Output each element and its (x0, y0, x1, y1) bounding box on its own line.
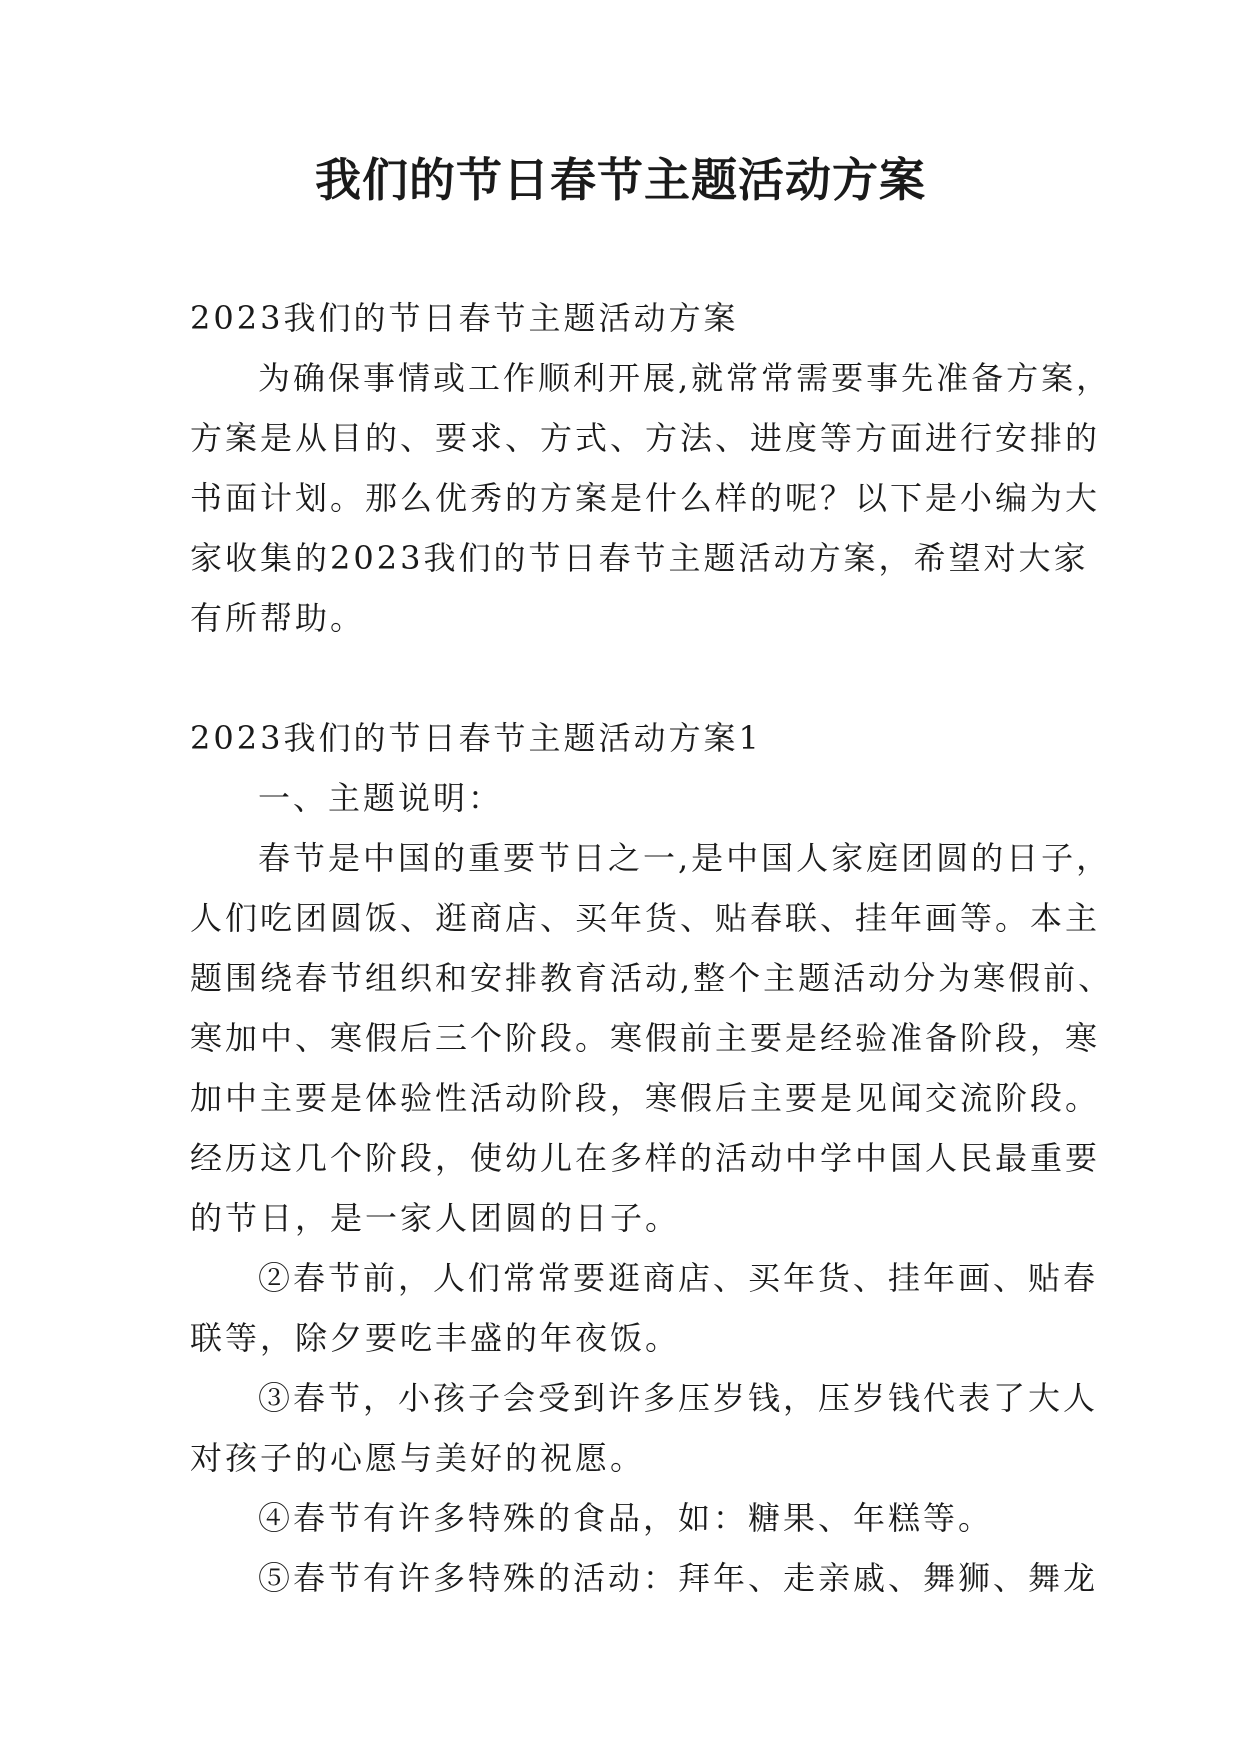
blank-spacer (190, 648, 1060, 708)
subheading-theme: 一、主题说明： (258, 779, 504, 817)
intro-paragraph-line: 为确保事情或工作顺利开展,就常常需要事先准备方案， (258, 359, 1112, 397)
intro-paragraph-line: 书面计划。那么优秀的方案是什么样的呢？以下是小编为大 (190, 479, 1101, 517)
item-3-line: 对孩子的心愿与美好的祝愿。 (190, 1439, 646, 1477)
paragraph-1-line: 题围绕春节组织和安排教育活动,整个主题活动分为寒假前、 (190, 959, 1114, 997)
paragraph-1-line: 的节日，是一家人团圆的日子。 (190, 1199, 681, 1237)
paragraph-1-line: 加中主要是体验性活动阶段，寒假后主要是见闻交流阶段。 (190, 1079, 1101, 1117)
section-heading: 2023我们的节日春节主题活动方案1 (190, 719, 762, 757)
item-2-line: 联等，除夕要吃丰盛的年夜饭。 (190, 1319, 681, 1357)
document-body (190, 288, 1114, 1608)
paragraph-1-line: 经历这几个阶段，使幼儿在多样的活动中学中国人民最重要 (190, 1139, 1101, 1177)
paragraph-1-line: 人们吃团圆饭、逛商店、买年货、贴春联、挂年画等。本主 (190, 899, 1101, 937)
item-3-line: ③春节，小孩子会受到许多压岁钱，压岁钱代表了大人 (258, 1379, 1099, 1417)
intro-heading: 2023我们的节日春节主题活动方案 (190, 299, 739, 337)
item-5-line: ⑤春节有许多特殊的活动：拜年、走亲戚、舞狮、舞龙 (258, 1559, 1099, 1597)
intro-paragraph-line: 方案是从目的、要求、方式、方法、进度等方面进行安排的 (190, 419, 1101, 457)
intro-paragraph-line: 家收集的2023我们的节日春节主题活动方案，希望对大家 (190, 539, 1089, 577)
intro-paragraph-line: 有所帮助。 (190, 599, 366, 637)
paragraph-1-line: 寒加中、寒假后三个阶段。寒假前主要是经验准备阶段，寒 (190, 1019, 1101, 1057)
item-4-line: ④春节有许多特殊的食品，如：糖果、年糕等。 (258, 1499, 994, 1537)
item-2-line: ②春节前，人们常常要逛商店、买年货、挂年画、贴春 (258, 1259, 1099, 1297)
paragraph-1-line: 春节是中国的重要节日之一,是中国人家庭团圆的日子， (258, 839, 1112, 877)
document-title: 我们的节日春节主题活动方案 (315, 153, 926, 207)
